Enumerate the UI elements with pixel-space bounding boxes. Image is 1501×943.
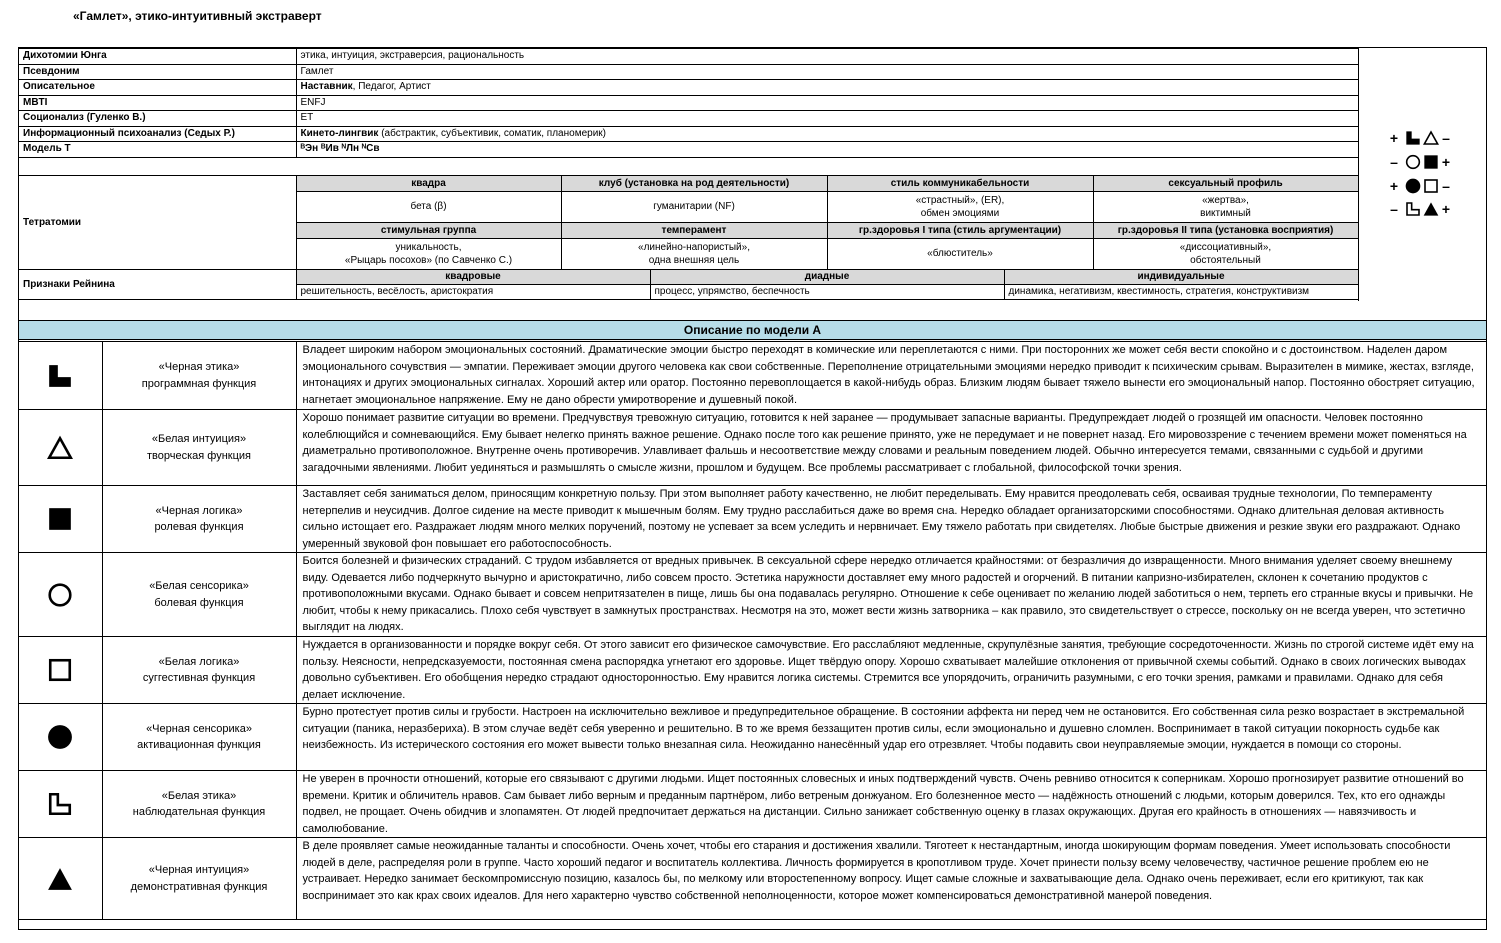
function-row <box>19 838 1486 920</box>
symbol-row <box>1389 200 1459 218</box>
tetra-value: «линейно-напористый», одна внешняя цель <box>561 239 827 270</box>
info-label: Псевдоним <box>19 64 296 80</box>
info-value <box>296 80 1358 96</box>
black-sensing-icon <box>47 731 73 743</box>
function-row <box>19 486 1486 553</box>
tetra-header: стиль коммуникабельности <box>827 176 1093 192</box>
function-name: «Белая сенсорика» <box>149 580 249 592</box>
info-label: Модель Т <box>19 142 296 158</box>
tetra-header: стимульная группа <box>296 223 561 239</box>
white-sensing-icon <box>1405 154 1421 170</box>
reinin-header: индивидуальные <box>1004 270 1358 285</box>
white-ethics-icon <box>47 798 73 810</box>
sign-marker: – <box>1442 130 1450 146</box>
tetra-value: «диссоциативный», обстоятельный <box>1093 239 1358 270</box>
tetra-header: гр.здоровья I типа (стиль аргументации) <box>827 223 1093 239</box>
function-role: болевая функция <box>154 596 244 609</box>
info-row <box>19 126 1358 142</box>
tetra-header: клуб (установка на род деятельности) <box>561 176 827 192</box>
function-row <box>19 342 1486 410</box>
function-name-cell <box>102 637 296 704</box>
info-value <box>296 64 1358 80</box>
info-value-bold: ᴮЭн ᴮИв ᴺЛн ᴺСв <box>300 143 380 155</box>
tetratomies-table <box>19 175 1359 270</box>
info-row <box>19 49 1358 65</box>
white-intuition-icon <box>47 441 73 453</box>
page-title: «Гамлет», этико-интуитивный экстраверт <box>73 9 322 23</box>
function-role: активационная функция <box>137 739 261 751</box>
tetra-value: гуманитарии (NF) <box>561 192 827 223</box>
spacer-cell <box>19 157 1358 175</box>
info-label: MBTI <box>19 95 296 111</box>
function-icon-cell <box>19 553 102 637</box>
white-logic-icon <box>1423 178 1439 194</box>
function-name: «Черная этика» <box>158 361 240 373</box>
sign-marker: – <box>1390 201 1398 217</box>
sign-marker: + <box>1441 154 1451 170</box>
function-name: «Белая интуиция» <box>151 433 247 445</box>
tetra-header: квадра <box>296 176 561 192</box>
info-value <box>296 126 1358 142</box>
sign-marker: – <box>1442 178 1450 194</box>
function-icon-cell <box>19 838 102 920</box>
function-name: «Белая этика» <box>161 789 237 802</box>
symbol-row <box>1389 129 1459 147</box>
info-row <box>19 95 1358 111</box>
tetratomies-label: Тетратомии <box>19 176 296 270</box>
function-name-cell <box>102 486 296 553</box>
white-intuition-icon <box>1423 130 1439 146</box>
tetra-header: сексуальный профиль <box>1093 176 1358 192</box>
tetra-value: уникальность, «Рыцарь посохов» (по Савченко С.) <box>296 239 561 270</box>
info-row <box>19 80 1358 96</box>
info-value-text: этика, интуиция, экстраверсия, рациональность <box>300 50 525 62</box>
function-icon-cell <box>19 637 102 704</box>
function-name: «Черная логика» <box>155 504 243 517</box>
info-label: Дихотомии Юнга <box>19 49 296 65</box>
tetra-value: «блюститель» <box>827 239 1093 270</box>
function-icon-cell <box>19 486 102 553</box>
sign-marker: + <box>1389 130 1399 146</box>
tetra-value <box>296 192 561 223</box>
white-sensing-icon <box>47 588 73 600</box>
function-row <box>19 704 1486 771</box>
tetra-value: «страстный», (ER), обмен эмоциями <box>827 192 1093 223</box>
function-role: ролевая функция <box>154 521 244 533</box>
info-value-text: Гамлет <box>300 65 334 77</box>
function-description: Заставляет себя заниматься делом, приносящим конкретную пользу. При этом выполняет работу качественно, не любит переделывать. Ему нравится преодолевать себя, осваивая трудные технологии, По темпераменту нетерпелив и неусидчив. Долгое сидение на месте приводит к мышечным болям. Ему трудно расслабиться даже во время сна. Нередко обладает организаторскими способностями. Однако длительная деловая активность сильно истощает его. Раздражает людям много мелких поручений, поэтому не успевает за всем уследить и нервничает. Ему тяжело работать при свидетелях. Любые быстрые движения и резкие звуки его раздражают. Однако умеренный звуковой фон повышает его работоспособность. <box>296 486 1486 553</box>
info-label: Информационный психоанализ (Седых Р.) <box>19 126 296 142</box>
info-value <box>296 95 1358 111</box>
black-logic-icon <box>1423 154 1439 170</box>
reinin-label: Признаки Рейнина <box>19 270 296 300</box>
white-logic-icon <box>47 664 73 676</box>
function-icon-cell <box>19 342 102 410</box>
function-icon-cell <box>19 410 102 486</box>
function-description: Боится болезней и физических страданий. С трудом избавляется от вредных привычек. В сексуальной сфере нередко отличается крайностями: от безразличия до извращенности. Много внимания уделяет своему внешнему виду. Одевается либо подчеркнуто вычурно и аристократично, либо совсем просто. Эстетика наружности доставляет ему много радостей и огорчений. В питании капризно-избирателен, склонен к сочетанию продуктов с противоположными вкусами. Однако бывает и совсем непритязателен в пище, лишь бы она подавалась регулярно. Отношение к себе оценивает по желанию людей заботиться о нем, терпеть его странные вкусы и привычки. Не любит, чтобы к нему прикасались. Плохо себя чувствует в замкнутых пространствах. Несмотря на это, может вести жизнь затворника – как правило, это свидетельствует о стрессе, поскольку он не всегда уверен, что эстетично выглядит на людях. <box>296 553 1486 637</box>
black-ethics-icon <box>1405 130 1421 146</box>
function-name-cell <box>102 410 296 486</box>
info-row <box>19 111 1358 127</box>
info-value-text: ENFJ <box>300 96 326 108</box>
info-value-text: ET <box>300 112 314 124</box>
reinin-header: квадровые <box>296 270 650 285</box>
symbol-panel <box>1358 47 1487 301</box>
function-name-cell <box>102 342 296 410</box>
function-description: Бурно протестует против силы и грубости. Настроен на исключительно вежливое и предупредительное обращение. В состоянии аффекта ни перед чем не остановится. Его собственная сила резко возрастает в экстремальной ситуации (паника, неразбериха). В этом случае ведёт себя уверенно и решительно. В то же время беззащитен против силы, если эмоционально и душевно сломлен. Воспринимает в такой ситуации покорность судьбе как неизбежность. Из истерического состояния его может вывести только внезапная сила. Неожиданно нанесённый удар его отрезвляет. Чтобы подавить свои неуправляемые эмоции, нуждается в помощи со стороны. <box>296 704 1486 771</box>
info-label: Описательное <box>19 80 296 96</box>
function-name: «Черная сенсорика» <box>146 722 252 735</box>
tetra-header: гр.здоровья II типа (установка восприятия) <box>1093 223 1358 239</box>
reinin-table <box>19 269 1359 300</box>
symbol-row <box>1389 177 1459 195</box>
function-description: Нуждается в организованности и порядке вокруг себя. От этого зависит его физическое самочувствие. Его расслабляют медленные, скрупулёзные занятия, требующие сосредоточенности. Жизнь по строгой системе идёт ему на пользу. Неясности, непредсказуемости, постоянная смена распорядка угнетают его здоровье. Ищет твёрдую опору. Хорошо схватывает малейшие отклонения от привычной схемы событий. Однако в своих логических выводах довольно субъективен. Его обобщения нередко страдают односторонностью. Ему нравится логика системы. Стремится все упорядочить, ограничить разумными, с его точки зрения, рамками и правилами. Однако для себя делает исключение. <box>296 637 1486 704</box>
info-value <box>296 111 1358 127</box>
tetra-value: «жертва», виктимный <box>1093 192 1358 223</box>
tetra-header: темперамент <box>561 223 827 239</box>
white-ethics-icon <box>1405 201 1421 217</box>
function-description: Хорошо понимает развитие ситуации во времени. Предчувствуя тревожную ситуацию, готовится к ней заранее — продумывает запасные варианты. Предупреждает людей о грозящей им опасности. Человек постоянно колеблющийся и сомневающийся. Ему бывает нелегко принять важное решение. Однако после того как решение принято, уже не передумает и не повернет назад. Его мировоззрение с течением времени может поменяться на диаметрально противоположное. Внутренне очень противоречив. Улавливает фальшь и несоответствие между словами и реальным поведением людей. Обычно интересуется темами, связанными с судьбой и другими загадочными явлениями. Любит уединяться и размышлять о смысле жизни, прошлом и будущем. Все проблемы рассматривает с глобальной, философской точки зрения. <box>296 410 1486 486</box>
reinin-value: процесс, упрямство, беспечность <box>650 285 1004 300</box>
function-description: Не уверен в прочности отношений, которые его связывают с другими людьми. Ищет постоянных словесных и иных подтверждений чувств. Очень ревниво относится к соперникам. Хорошо прогнозирует развитие отношений во времени. Критик и обличитель нравов. Сам бывает либо верным и преданным партнёром, либо ветреным донжуаном. Его болезненное место — надёжность отношений с людьми, которым доверился. Тех, кто его однажды подвел, не прощает. Очень обидчив и злопамятен. От людей предпочитает держаться на дистанции. Сильно занижает собственную оценку в глазах окружающих. Другая его крайность в отношениях — навязчивость и самолюбование. <box>296 771 1486 838</box>
function-role: наблюдательная функция <box>132 806 266 818</box>
function-row <box>19 553 1486 637</box>
function-icon-cell <box>19 771 102 838</box>
info-label: Соционализ (Гуленко В.) <box>19 111 296 127</box>
info-row <box>19 142 1358 158</box>
function-description: В деле проявляет самые неожиданные таланты и способности. Очень хочет, чтобы его старания и достижения хвалили. Тяготеет к нестандартным, иногда шокирующим формам поведения. Умеет использовать способности людей в деле, распределяя роли в группе. Часто хороший педагог и воспитатель коллектива. Личность формируется в кропотливом труде. Хочет принести пользу всему человечеству, частичное решение проблем ею не устраивает. Нередко занимает бескомпромиссную позицию, казалось бы, по мелкому или второстепенному вопросу. Ищет самые сложные и захватывающие дела. Однако очень переживает, если его критикуют, так как воспринимает это как крах своих идеалов. Для него характерно чувство собственной неполноценности, которое может компенсироваться демонстративной манерой поведения. <box>296 838 1486 920</box>
info-value-bold: Кинето-лингвик <box>300 127 379 139</box>
function-icon-cell <box>19 704 102 771</box>
function-name: «Черная интуиция» <box>148 864 250 876</box>
sign-marker: + <box>1441 201 1451 217</box>
function-role: программная функция <box>141 377 257 390</box>
black-ethics-icon <box>47 369 73 381</box>
function-name-cell <box>102 838 296 920</box>
function-name-cell <box>102 771 296 838</box>
quadra-value: бета (β) <box>410 201 447 212</box>
function-row <box>19 771 1486 838</box>
reinin-value: динамика, негативизм, квестимность, стратегия, конструктивизм <box>1004 285 1358 300</box>
info-value-text: (абстрактик, субъективик, соматик, планомерик) <box>378 127 606 139</box>
info-table <box>19 48 1359 176</box>
black-intuition-icon <box>1423 201 1439 217</box>
function-name-cell <box>102 553 296 637</box>
function-name: «Белая логика» <box>158 655 240 668</box>
info-value <box>296 142 1358 158</box>
function-row <box>19 637 1486 704</box>
sign-marker: + <box>1389 178 1399 194</box>
spacer-row <box>19 157 1358 175</box>
function-row <box>19 410 1486 486</box>
symbol-row <box>1389 153 1459 171</box>
model-a-heading: Описание по модели А <box>19 320 1486 340</box>
black-logic-icon <box>47 513 73 525</box>
function-role: суггестивная функция <box>142 672 256 684</box>
info-row <box>19 64 1358 80</box>
info-value-text: , Педагог, Артист <box>352 81 431 93</box>
function-role: творческая функция <box>146 449 251 462</box>
model-a-table <box>19 341 1486 920</box>
function-description: Владеет широким набором эмоциональных состояний. Драматические эмоции быстро переходят в комические или переплетаются с ними. При посторонних же может себя вести спокойно и с достоинством. Наделен даром эмоционального сочувствия — эмпатии. Переживает эмоции другого человека как свои собственные. Переполнение отрицательными эмоциями нередко приводит к психическим срывам. Выразителен в мимике, жестах, взгляде, интонациях и других эмоциональных сигналах. Хороший актер или оратор. Постоянно перевоплощается в какой-нибудь образ. Близким людям бывает тяжело вынести его эмоциональный напор. Постоянно обостряет ситуацию, нагнетает эмоциональное напряжение. Ему не дано обрести умиротворение и душевный покой. <box>296 342 1486 410</box>
function-role: демонстративная функция <box>130 880 268 893</box>
info-value <box>296 49 1358 65</box>
black-intuition-icon <box>47 872 73 884</box>
reinin-value: решительность, весёлость, аристократия <box>296 285 650 300</box>
info-value-bold: Наставник <box>300 81 353 93</box>
reinin-header: диадные <box>650 270 1004 285</box>
function-name-cell <box>102 704 296 771</box>
black-sensing-icon <box>1405 178 1421 194</box>
sign-marker: – <box>1390 154 1398 170</box>
